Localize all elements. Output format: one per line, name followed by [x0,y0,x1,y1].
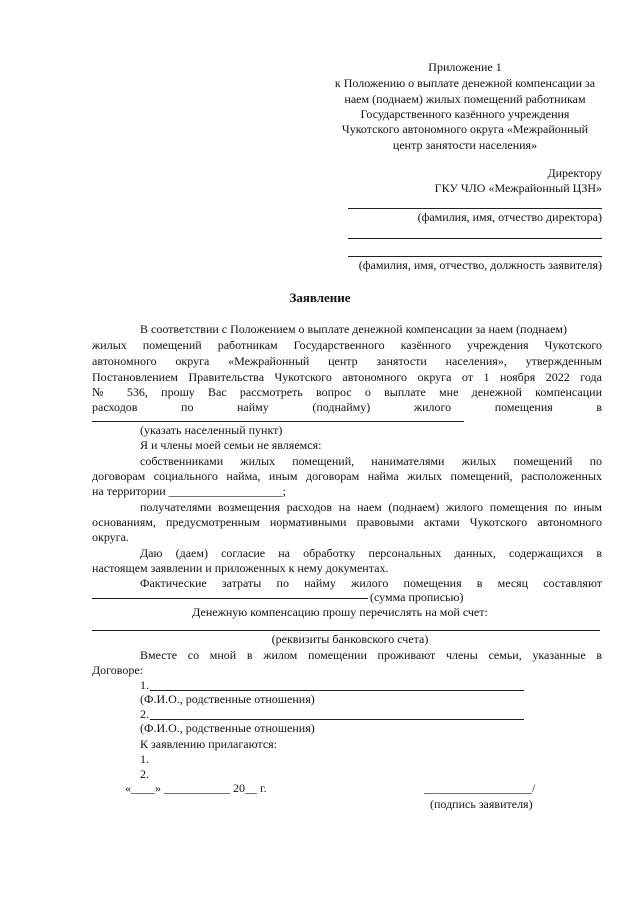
locality-caption: (указать населенный пункт) [140,423,283,437]
transfer-line: Денежную компенсацию прошу перечислять на мой счет: [192,605,488,619]
intro-line-3: автономного округа «Межрайонный центр занятости населения», утвержденным [92,354,602,368]
attachment-item-1: 1. [140,752,149,766]
appendix-line-5: Чукотского автономного округа «Межрайонный [341,122,589,136]
bank-caption: (реквизиты банковского счета) [271,632,429,646]
recipients-line-1: получателями возмещения расходов на наем (поднаем) жилого помещения по иным [140,500,602,514]
owners-line-3: на территории ___________________; [92,484,287,498]
not-owners-line: Я и члены моей семьи не являемся: [140,438,322,452]
signature-caption: (подпись заявителя) [430,797,533,811]
attachment-item-2: 2. [140,767,149,781]
signature-line: __________________/ [424,781,536,795]
locality-line [92,421,464,422]
owners-line-1: собственниками жилых помещений, нанимателями жилых помещений по [140,454,602,468]
director-name-line [348,208,602,209]
consent-line-1: Даю (даем) согласие на обработку персональных данных, содержащихся в [140,546,602,560]
appendix-line-3: наем (поднаем) жилых помещений работникам [344,92,586,106]
bank-details-line [92,630,600,631]
appendix-line-4: Государственного казённого учреждения [360,107,570,121]
consent-line-2: настоящем заявлении и приложенных к нему документах. [92,561,389,575]
appendix-line-6: центр занятости населения» [392,138,538,152]
appendix-line-1: Приложение 1 [428,60,502,74]
intro-line-6: расходов по найму (поднайму) жилого помещения в [92,400,602,414]
document-title: Заявление [289,290,351,305]
addressee-line-1: Директору [547,166,602,180]
family-line-1: Вместе со мной в жилом помещении проживают члены семьи, указанные в [140,648,602,662]
costs-line: Фактические затраты по найму жилого помещения в месяц составляют [140,576,602,590]
director-caption: (фамилия, имя, отчество директора) [417,210,602,224]
attachments-label: К заявлению прилагаются: [140,737,278,751]
applicant-line-2 [348,256,602,257]
family-caption-2: (Ф.И.О., родственные отношения) [140,721,315,735]
appendix-line-2: к Положению о выплате денежной компенсации за [334,76,596,90]
family-item-2: 2. [140,707,149,721]
family-line-2: Договоре: [92,663,144,677]
family-item-2-line [150,719,524,720]
family-item-1-line [150,690,524,691]
intro-line-5: № 536, прошу Вас рассмотреть вопрос о выплате мне денежной компенсации [92,385,602,399]
owners-line-2: договорам социального найма, иным договорам найма жилых помещений, расположенных [92,469,602,483]
applicant-caption: (фамилия, имя, отчество, должность заявителя) [358,258,602,272]
family-caption-1: (Ф.И.О., родственные отношения) [140,692,315,706]
date-line: «____» ___________ 20__ г. [125,781,267,795]
applicant-line-1 [348,238,602,239]
recipients-line-2: основаниям, предусмотренным нормативными правовыми актами Чукотского автономного [92,515,602,529]
amount-caption: (сумма прописью) [370,590,464,604]
family-item-1: 1. [140,678,149,692]
intro-line-2: жилых помещений работникам Государственного казённого учреждения Чукотского [92,338,602,352]
amount-line [92,598,368,599]
addressee-line-2: ГКУ ЧЛО «Межрайонный ЦЗН» [434,181,602,195]
intro-line-4: Постановлением Правительства Чукотского автономного округа от 1 ноября 2022 года [92,370,602,384]
intro-line-1: В соответствии с Положением о выплате денежной компенсации за наем (поднаем) [140,322,567,336]
recipients-line-3: округа. [92,530,129,544]
